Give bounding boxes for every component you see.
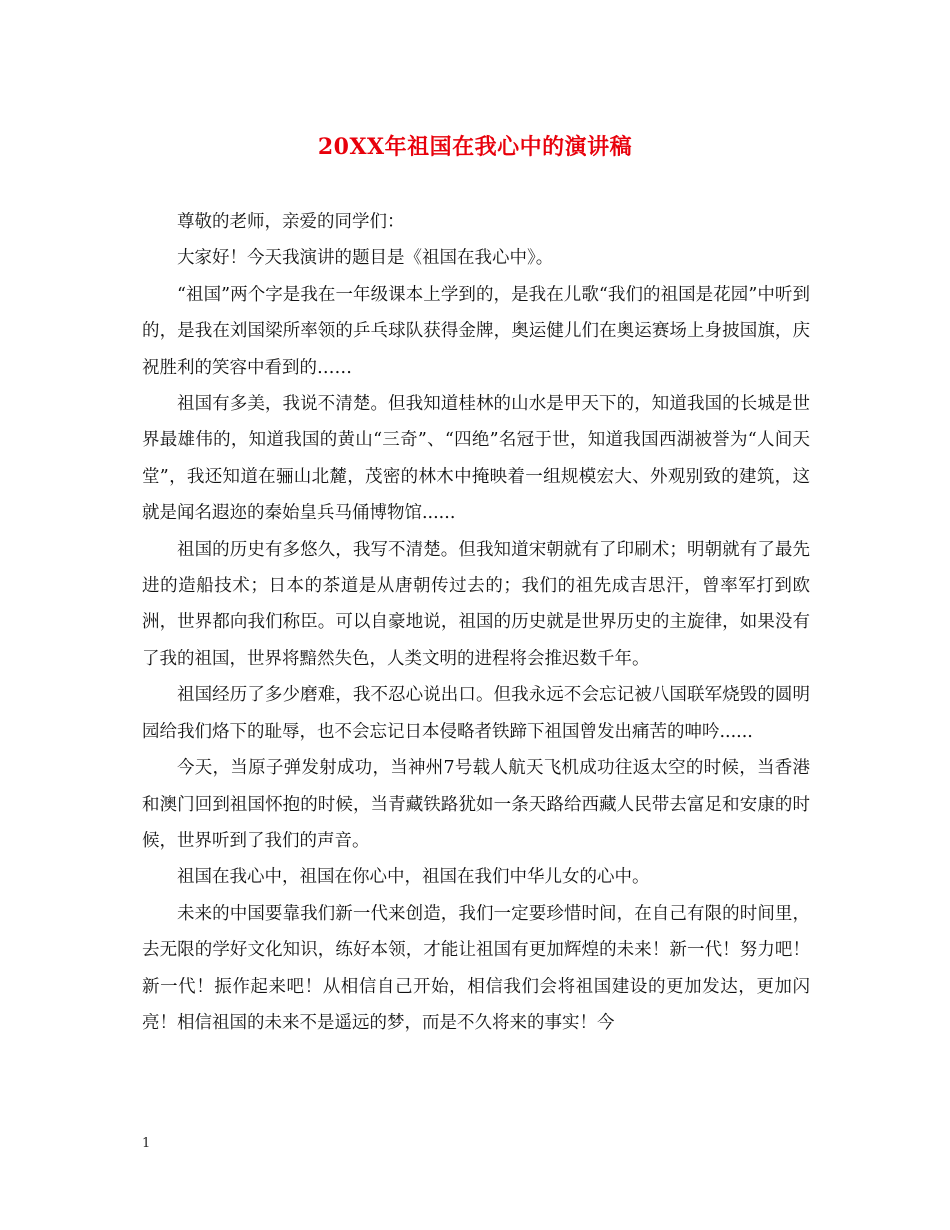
document-body: [142, 204, 810, 1041]
paragraph-in-heart: 祖国在我心中，祖国在你心中，祖国在我们中华儿女的心中。: [177, 867, 650, 888]
paragraph-greeting: 大家好！今天我演讲的题目是《祖国在我心中》。: [177, 248, 554, 269]
page-number: 1: [142, 1136, 151, 1151]
paragraph-hardships: 祖国经历了多少磨难，我不忍心说出口。但我永远不会忘记被八国联军烧毁的圆明园给我们烙下的耻辱，也不会忘记日本侵略者铁蹄下祖国曾发出痛苦的呻吟......: [142, 685, 810, 742]
paragraph-history: 祖国的历史有多悠久，我写不清楚。但我知道宋朝就有了印刷术；明朝就有了最先进的造船技术；日本的茶道是从唐朝传过去的；我们的祖先成吉思汗，曾率军打到欧洲，世界都向我们称臣。可以自豪地说，祖国的历史就是世界历史的主旋律，如果没有了我的祖国，世界将黯然失色，人类文明的进程将会推迟数千年。: [142, 539, 810, 669]
paragraph-salutation: 尊敬的老师，亲爱的同学们：: [177, 212, 405, 232]
paragraph-beauty: 祖国有多美，我说不清楚。但我知道桂林的山水是甲天下的，知道我国的长城是世界最雄伟的，知道我国的黄山“三奇”、“四绝”名冠于世，知道我国西湖被誉为“人间天堂”，我还知道在骊山北麓，茂密的林木中掩映着一组规模宏大、外观别致的建筑，这就是闻名遐迩的秦始皇兵马俑博物馆......: [142, 394, 810, 524]
document-title: 20XX年祖国在我心中的演讲稿: [317, 134, 633, 160]
paragraph-future: 未来的中国要靠我们新一代来创造，我们一定要珍惜时间，在自己有限的时间里，去无限的学好文化知识，练好本领，才能让祖国有更加辉煌的未来！新一代！努力吧！新一代！振作起来吧！从相信自己开始，相信我们会将祖国建设的更加发达，更加闪亮！相信祖国的未来不是遥远的梦，而是不久将来的事实！今: [142, 903, 810, 1033]
paragraph-today: 今天，当原子弹发射成功，当神州7号载人航天飞机成功往返太空的时候，当香港和澳门回到祖国怀抱的时候，当青藏铁路犹如一条天路给西藏人民带去富足和安康的时候，世界听到了我们的声音。: [142, 758, 810, 851]
paragraph-motherland-word: “祖国”两个字是我在一年级课本上学到的，是我在儿歌“我们的祖国是花园”中听到的，是我在刘国梁所率领的乒乓球队获得金牌，奥运健儿们在奥运赛场上身披国旗，庆祝胜利的笑容中看到的……: [142, 284, 810, 378]
